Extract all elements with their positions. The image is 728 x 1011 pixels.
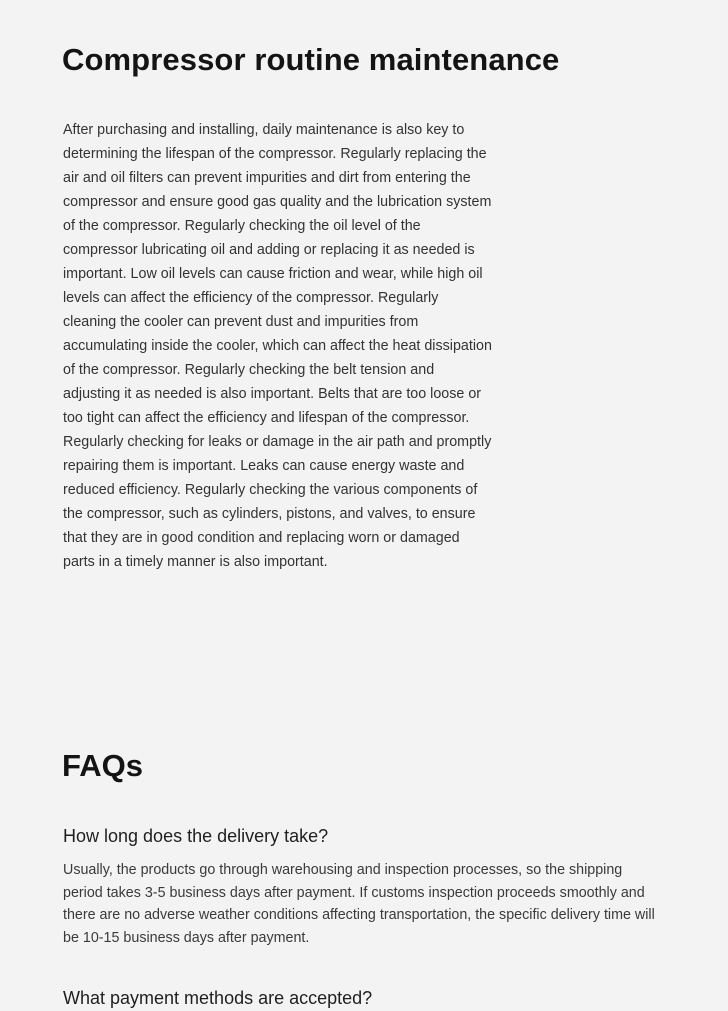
faq-item (63, 823, 663, 949)
faq-question: How long does the delivery take? (63, 826, 329, 846)
faq-question: What payment methods are accepted? (63, 988, 373, 1008)
maintenance-body-text: After purchasing and installing, daily maintenance is also key to determining the lifespan of the compressor. Regularly replacing the air and oil filters can prevent impurities and dirt from entering the compressor and ensure good gas quality and the lubrication system of the compressor. Regularly checking the oil level of the compressor lubricating oil and adding or replacing it as needed is important. Low oil levels can cause friction and wear, while high oil levels can affect the efficiency of the compressor. Regularly cleaning the cooler can prevent dust and impurities from accumulating inside the cooler, which can affect the heat dissipation of the compressor. Regularly checking the belt tension and adjusting it as needed is also important. Belts that are too loose or too tight can affect the efficiency and lifespan of the compressor. Regularly checking for leaks or damage in the air path and promptly repairing them is important. Leaks can cause energy waste and reduced efficiency. Regularly checking the various components of the compressor, such as cylinders, pistons, and valves, to ensure that they are in good condition and replacing worn or damaged parts in a timely manner is also important. (63, 122, 492, 570)
page-title: Compressor routine maintenance (62, 42, 560, 77)
faq-answer: Usually, the products go through warehousing and inspection processes, so the shipping period takes 3-5 business days after payment. If customs inspection proceeds smoothly and there are no adverse weather conditions affecting transportation, the specific delivery time will be 10-15 business days after payment. (63, 862, 655, 946)
faq-item (63, 985, 663, 1011)
faq-section-title: FAQs (62, 748, 143, 783)
